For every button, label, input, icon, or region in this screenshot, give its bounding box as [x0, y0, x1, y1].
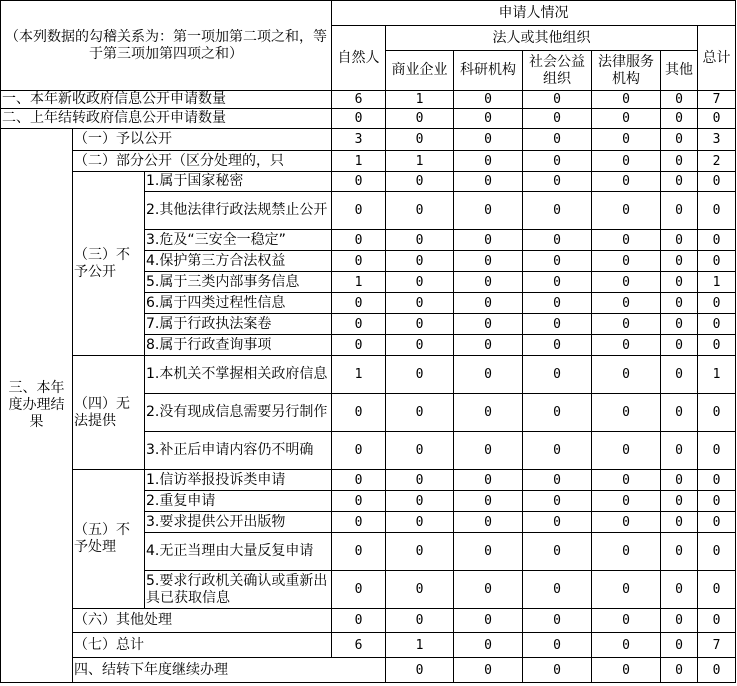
cell-legal-service: 0 — [592, 129, 661, 151]
header-legal-group: 法人或其他组织 — [386, 26, 698, 51]
table-row — [1, 109, 736, 129]
row-label: 6.属于四类过程性信息 — [145, 293, 332, 314]
cell-public-welfare: 0 — [523, 432, 592, 470]
cell-public-welfare: 0 — [523, 571, 592, 609]
cell-legal-service: 0 — [592, 91, 661, 109]
cell-natural-person: 0 — [332, 251, 386, 272]
cell-public-welfare: 0 — [523, 356, 592, 394]
row-label: 5.属于三类内部事务信息 — [145, 272, 332, 293]
cell-commercial: 0 — [454, 658, 523, 683]
cell-legal-service: 0 — [592, 151, 661, 172]
cell-natural-person: 0 — [332, 394, 386, 432]
cell-total: 0 — [698, 470, 736, 491]
subsection-3-label: （三）不予公开 — [73, 172, 145, 356]
cell-other: 0 — [661, 192, 698, 230]
cell-research: 0 — [454, 151, 523, 172]
header-other: 其他 — [661, 51, 698, 91]
cell-research: 0 — [454, 314, 523, 335]
cell-commercial: 1 — [386, 91, 454, 109]
cell-natural-person: 6 — [332, 633, 386, 658]
cell-other: 0 — [661, 172, 698, 192]
cell-natural-person: 0 — [332, 314, 386, 335]
row-label: 2.重复申请 — [145, 491, 332, 512]
cell-total: 0 — [698, 394, 736, 432]
cell-commercial: 0 — [386, 470, 454, 491]
cell-natural-person: 3 — [332, 129, 386, 151]
cell-legal-service: 0 — [592, 192, 661, 230]
cell-legal-service: 0 — [592, 293, 661, 314]
cell-legal-service: 0 — [592, 109, 661, 129]
cell-commercial: 0 — [386, 251, 454, 272]
cell-total: 0 — [698, 251, 736, 272]
cell-commercial: 0 — [386, 491, 454, 512]
cell-other: 0 — [661, 293, 698, 314]
cell-commercial: 0 — [386, 230, 454, 251]
cell-total: 3 — [698, 129, 736, 151]
row-label: 1.信访举报投诉类申请 — [145, 470, 332, 491]
cell-total: 0 — [698, 109, 736, 129]
row-label: 二、上年结转政府信息公开申请数量 — [1, 109, 332, 129]
cell-other: 0 — [661, 129, 698, 151]
header-natural-person: 自然人 — [332, 26, 386, 91]
cell-legal-service: 0 — [661, 658, 698, 683]
row-label: 4.保护第三方合法权益 — [145, 251, 332, 272]
row-label: 7.属于行政执法案卷 — [145, 314, 332, 335]
cell-commercial: 0 — [386, 394, 454, 432]
cell-public-welfare: 0 — [523, 91, 592, 109]
row-label: 3.要求提供公开出版物 — [145, 512, 332, 533]
cell-legal-service: 0 — [592, 533, 661, 571]
cell-commercial: 1 — [386, 633, 454, 658]
cell-other: 0 — [661, 512, 698, 533]
cell-total: 7 — [698, 633, 736, 658]
cell-other: 0 — [661, 432, 698, 470]
cell-legal-service: 0 — [592, 172, 661, 192]
cell-public-welfare: 0 — [523, 512, 592, 533]
cell-commercial: 0 — [386, 129, 454, 151]
header-total: 总计 — [698, 26, 736, 91]
header-commercial: 商业企业 — [386, 51, 454, 91]
cell-natural-person: 0 — [332, 335, 386, 356]
cell-research: 0 — [454, 394, 523, 432]
cell-total: 0 — [698, 335, 736, 356]
cell-public-welfare: 0 — [523, 394, 592, 432]
table-row — [1, 172, 736, 192]
cell-public-welfare: 0 — [523, 172, 592, 192]
header-public-welfare: 社会公益组织 — [523, 51, 592, 91]
cell-commercial: 0 — [386, 571, 454, 609]
cell-commercial: 0 — [386, 293, 454, 314]
table-row — [1, 658, 736, 683]
cell-public-welfare: 0 — [523, 251, 592, 272]
cell-research: 0 — [454, 512, 523, 533]
cell-total: 0 — [698, 314, 736, 335]
cell-natural-person: 0 — [332, 230, 386, 251]
cell-other: 0 — [661, 609, 698, 633]
cell-total: 0 — [698, 172, 736, 192]
cell-other: 0 — [661, 470, 698, 491]
cell-total: 0 — [698, 230, 736, 251]
cell-natural-person: 0 — [332, 512, 386, 533]
cell-natural-person: 0 — [332, 293, 386, 314]
cell-research: 0 — [523, 658, 592, 683]
cell-research: 0 — [454, 109, 523, 129]
cell-other: 0 — [661, 91, 698, 109]
row-label: 四、结转下年度继续办理 — [73, 658, 386, 683]
cell-research: 0 — [454, 633, 523, 658]
cell-public-welfare: 0 — [592, 658, 661, 683]
cell-public-welfare: 0 — [523, 633, 592, 658]
cell-natural-person: 0 — [332, 172, 386, 192]
cell-other: 0 — [661, 571, 698, 609]
cell-total: 0 — [698, 512, 736, 533]
cell-commercial: 0 — [386, 432, 454, 470]
cell-legal-service: 0 — [592, 470, 661, 491]
cell-natural-person: 0 — [332, 609, 386, 633]
cell-commercial: 0 — [386, 192, 454, 230]
table-row — [1, 633, 736, 658]
table-row — [1, 356, 736, 394]
section-3-label: 三、本年度办理结果 — [1, 129, 73, 683]
cell-legal-service: 0 — [592, 491, 661, 512]
header-row-1 — [1, 1, 736, 26]
row-label: （一）予以公开 — [73, 129, 332, 151]
cell-commercial: 0 — [386, 512, 454, 533]
cell-research: 0 — [454, 533, 523, 571]
row-label: 一、本年新收政府信息公开申请数量 — [1, 91, 332, 109]
cell-natural-person: 1 — [332, 272, 386, 293]
row-label: 2.其他法律行政法规禁止公开 — [145, 192, 332, 230]
cell-commercial: 0 — [386, 109, 454, 129]
cell-public-welfare: 0 — [523, 272, 592, 293]
cell-total: 0 — [698, 192, 736, 230]
row-label: 5.要求行政机关确认或重新出具已获取信息 — [145, 571, 332, 609]
cell-commercial: 0 — [386, 356, 454, 394]
cell-other: 0 — [661, 335, 698, 356]
cell-legal-service: 0 — [592, 230, 661, 251]
cell-legal-service: 0 — [592, 512, 661, 533]
table-row — [1, 151, 736, 172]
cell-public-welfare: 0 — [523, 192, 592, 230]
row-label: 1.属于国家秘密 — [145, 172, 332, 192]
cell-research: 0 — [454, 192, 523, 230]
row-label: 4.无正当理由大量反复申请 — [145, 533, 332, 571]
cell-natural-person: 0 — [332, 571, 386, 609]
cell-total: 7 — [698, 91, 736, 109]
cell-other: 0 — [661, 394, 698, 432]
cell-legal-service: 0 — [592, 356, 661, 394]
cell-other: 0 — [661, 230, 698, 251]
row-label: （六）其他处理 — [73, 609, 332, 633]
row-label: （二）部分公开（区分处理的，只 — [73, 151, 332, 172]
cell-other: 0 — [661, 356, 698, 394]
cell-public-welfare: 0 — [523, 533, 592, 571]
cell-legal-service: 0 — [592, 432, 661, 470]
cell-public-welfare: 0 — [523, 609, 592, 633]
header-research: 科研机构 — [454, 51, 523, 91]
cell-public-welfare: 0 — [523, 151, 592, 172]
cell-legal-service: 0 — [592, 633, 661, 658]
cell-total: 2 — [698, 151, 736, 172]
cell-natural-person: 0 — [332, 109, 386, 129]
cell-natural-person: 6 — [332, 91, 386, 109]
cell-public-welfare: 0 — [523, 129, 592, 151]
cell-public-welfare: 0 — [523, 230, 592, 251]
cell-commercial: 0 — [386, 533, 454, 571]
cell-commercial: 1 — [386, 151, 454, 172]
cell-research: 0 — [454, 609, 523, 633]
cell-research: 0 — [454, 335, 523, 356]
table-row — [1, 470, 736, 491]
cell-research: 0 — [454, 272, 523, 293]
table-row — [1, 91, 736, 109]
table-row — [1, 609, 736, 633]
cell-total: 0 — [698, 571, 736, 609]
cell-total: 1 — [698, 356, 736, 394]
cell-other: 0 — [661, 272, 698, 293]
cell-research: 0 — [454, 432, 523, 470]
cell-research: 0 — [454, 172, 523, 192]
row-label: 8.属于行政查询事项 — [145, 335, 332, 356]
cell-research: 0 — [454, 230, 523, 251]
cell-total: 1 — [698, 272, 736, 293]
cell-other: 0 — [661, 533, 698, 571]
cell-other: 0 — [661, 251, 698, 272]
cell-natural-person: 0 — [332, 533, 386, 571]
cell-legal-service: 0 — [592, 571, 661, 609]
cell-natural-person: 0 — [386, 658, 454, 683]
cell-natural-person: 1 — [332, 151, 386, 172]
row-label: 1.本机关不掌握相关政府信息 — [145, 356, 332, 394]
cell-research: 0 — [454, 129, 523, 151]
header-note: （本列数据的勾稽关系为：第一项加第二项之和，等于第三项加第四项之和） — [1, 1, 332, 91]
cell-research: 0 — [454, 470, 523, 491]
cell-research: 0 — [454, 491, 523, 512]
cell-natural-person: 0 — [332, 491, 386, 512]
subsection-5-label: （五）不予处理 — [73, 470, 145, 609]
cell-natural-person: 0 — [332, 192, 386, 230]
cell-legal-service: 0 — [592, 609, 661, 633]
cell-research: 0 — [454, 251, 523, 272]
cell-other: 0 — [661, 633, 698, 658]
cell-public-welfare: 0 — [523, 491, 592, 512]
header-applicant-group: 申请人情况 — [332, 1, 736, 26]
cell-commercial: 0 — [386, 272, 454, 293]
cell-other: 0 — [661, 314, 698, 335]
cell-commercial: 0 — [386, 314, 454, 335]
cell-natural-person: 1 — [332, 356, 386, 394]
cell-commercial: 0 — [386, 172, 454, 192]
cell-public-welfare: 0 — [523, 335, 592, 356]
cell-research: 0 — [454, 91, 523, 109]
row-label: （七）总计 — [73, 633, 332, 658]
cell-research: 0 — [454, 571, 523, 609]
cell-public-welfare: 0 — [523, 470, 592, 491]
cell-legal-service: 0 — [592, 394, 661, 432]
cell-other: 0 — [661, 109, 698, 129]
cell-public-welfare: 0 — [523, 109, 592, 129]
row-label: 2.没有现成信息需要另行制作 — [145, 394, 332, 432]
cell-research: 0 — [454, 356, 523, 394]
cell-total: 0 — [698, 432, 736, 470]
cell-other: 0 — [698, 658, 736, 683]
row-label: 3.补正后申请内容仍不明确 — [145, 432, 332, 470]
cell-legal-service: 0 — [592, 314, 661, 335]
row-label: 3.危及“三安全一稳定” — [145, 230, 332, 251]
cell-natural-person: 0 — [332, 470, 386, 491]
cell-research: 0 — [454, 293, 523, 314]
cell-total: 0 — [698, 491, 736, 512]
cell-legal-service: 0 — [592, 272, 661, 293]
cell-legal-service: 0 — [592, 335, 661, 356]
cell-total: 0 — [698, 609, 736, 633]
cell-commercial: 0 — [386, 609, 454, 633]
cell-natural-person: 0 — [332, 432, 386, 470]
header-legal-service: 法律服务机构 — [592, 51, 661, 91]
cell-other: 0 — [661, 491, 698, 512]
cell-other: 0 — [661, 151, 698, 172]
cell-public-welfare: 0 — [523, 314, 592, 335]
cell-commercial: 0 — [386, 335, 454, 356]
cell-total: 0 — [698, 533, 736, 571]
cell-total: 0 — [698, 293, 736, 314]
table-row — [1, 129, 736, 151]
cell-legal-service: 0 — [592, 251, 661, 272]
cell-public-welfare: 0 — [523, 293, 592, 314]
subsection-4-label: （四）无法提供 — [73, 356, 145, 470]
